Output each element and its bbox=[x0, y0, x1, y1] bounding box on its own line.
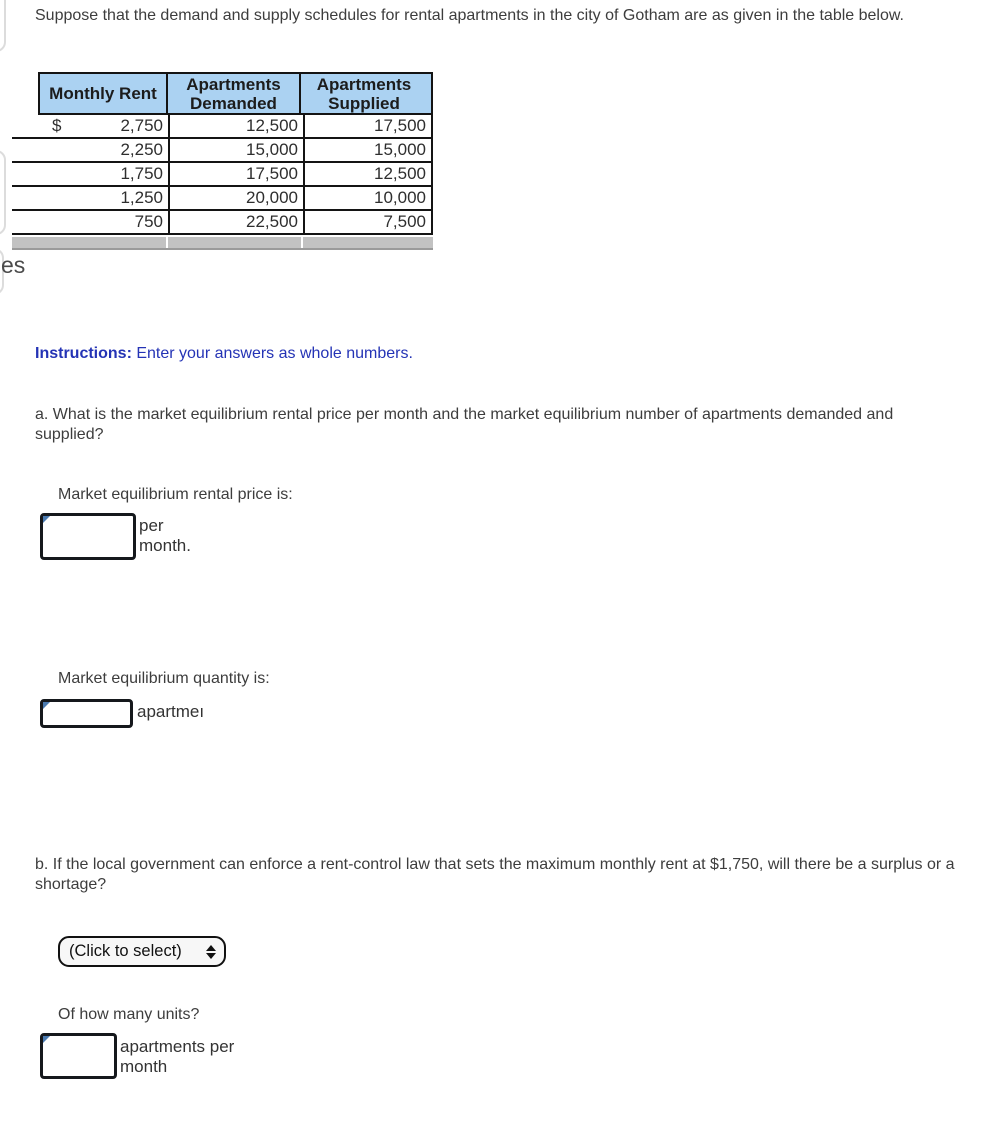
table-row bbox=[12, 139, 433, 163]
demanded-cell: 20,000 bbox=[168, 187, 303, 209]
sidebar-button-fragment-top[interactable] bbox=[0, 0, 6, 52]
answer-marker-icon bbox=[43, 516, 50, 523]
supplied-cell: 7,500 bbox=[303, 211, 433, 233]
header-monthly-rent: Monthly Rent bbox=[49, 84, 157, 103]
select-value: (Click to select) bbox=[69, 942, 182, 960]
demand-supply-table bbox=[12, 72, 433, 250]
table-row bbox=[12, 115, 433, 139]
rent-cell: 1,250 bbox=[120, 188, 163, 207]
surplus-shortage-select[interactable] bbox=[58, 936, 226, 967]
table-row bbox=[12, 211, 433, 235]
supplied-cell: 10,000 bbox=[303, 187, 433, 209]
rent-cell: 2,750 bbox=[120, 116, 163, 135]
table-footer-strip bbox=[12, 237, 433, 250]
answer-marker-icon bbox=[43, 702, 50, 709]
units-input[interactable] bbox=[40, 1033, 117, 1079]
table-header-row bbox=[38, 72, 433, 115]
equilibrium-quantity-label: Market equilibrium quantity is: bbox=[58, 670, 270, 687]
header-apartments-supplied: Apartments Supplied bbox=[299, 74, 427, 113]
demanded-cell: 12,500 bbox=[168, 115, 303, 137]
demanded-cell: 15,000 bbox=[168, 139, 303, 161]
rent-cell: 750 bbox=[134, 212, 163, 231]
instructions-line bbox=[35, 345, 413, 363]
supplied-cell: 12,500 bbox=[303, 163, 433, 185]
header-apartments-demanded: Apartments Demanded bbox=[166, 74, 299, 113]
equilibrium-quantity-input[interactable] bbox=[40, 699, 133, 728]
equilibrium-price-input[interactable] bbox=[40, 513, 136, 560]
demanded-cell: 17,500 bbox=[168, 163, 303, 185]
sidebar-label-fragment: es bbox=[1, 252, 26, 278]
instructions-label: Instructions: bbox=[35, 345, 132, 362]
rent-cell: 1,750 bbox=[120, 164, 163, 183]
currency-symbol: $ bbox=[52, 116, 62, 135]
question-intro: Suppose that the demand and supply schedules for rental apartments in the city of Gotham are as given in the table below. bbox=[35, 7, 904, 24]
demanded-cell: 22,500 bbox=[168, 211, 303, 233]
supplied-cell: 17,500 bbox=[303, 115, 433, 137]
rent-cell: 2,250 bbox=[120, 140, 163, 159]
units-question-label: Of how many units? bbox=[58, 1006, 200, 1023]
equilibrium-price-label: Market equilibrium rental price is: bbox=[58, 486, 293, 503]
updown-arrows-icon bbox=[206, 945, 216, 959]
answer-marker-icon bbox=[43, 1036, 50, 1043]
sidebar-button-fragment-middle[interactable] bbox=[0, 150, 6, 235]
price-unit-text: per month. bbox=[139, 516, 191, 555]
table-row bbox=[12, 163, 433, 187]
instructions-text: Enter your answers as whole numbers. bbox=[131, 345, 413, 362]
supplied-cell: 15,000 bbox=[303, 139, 433, 161]
part-b-question: b. If the local government can enforce a rent-control law that sets the maximum monthly rent at $1,750, will there be a surplus or a shortage? bbox=[35, 856, 955, 893]
part-a-question: a. What is the market equilibrium rental price per month and the market equilibrium number of apartments demanded and supplied? bbox=[35, 406, 894, 443]
table-row bbox=[12, 187, 433, 211]
quantity-unit-text: apartmeı bbox=[137, 702, 205, 721]
units-unit-text: apartments per month bbox=[120, 1037, 235, 1076]
